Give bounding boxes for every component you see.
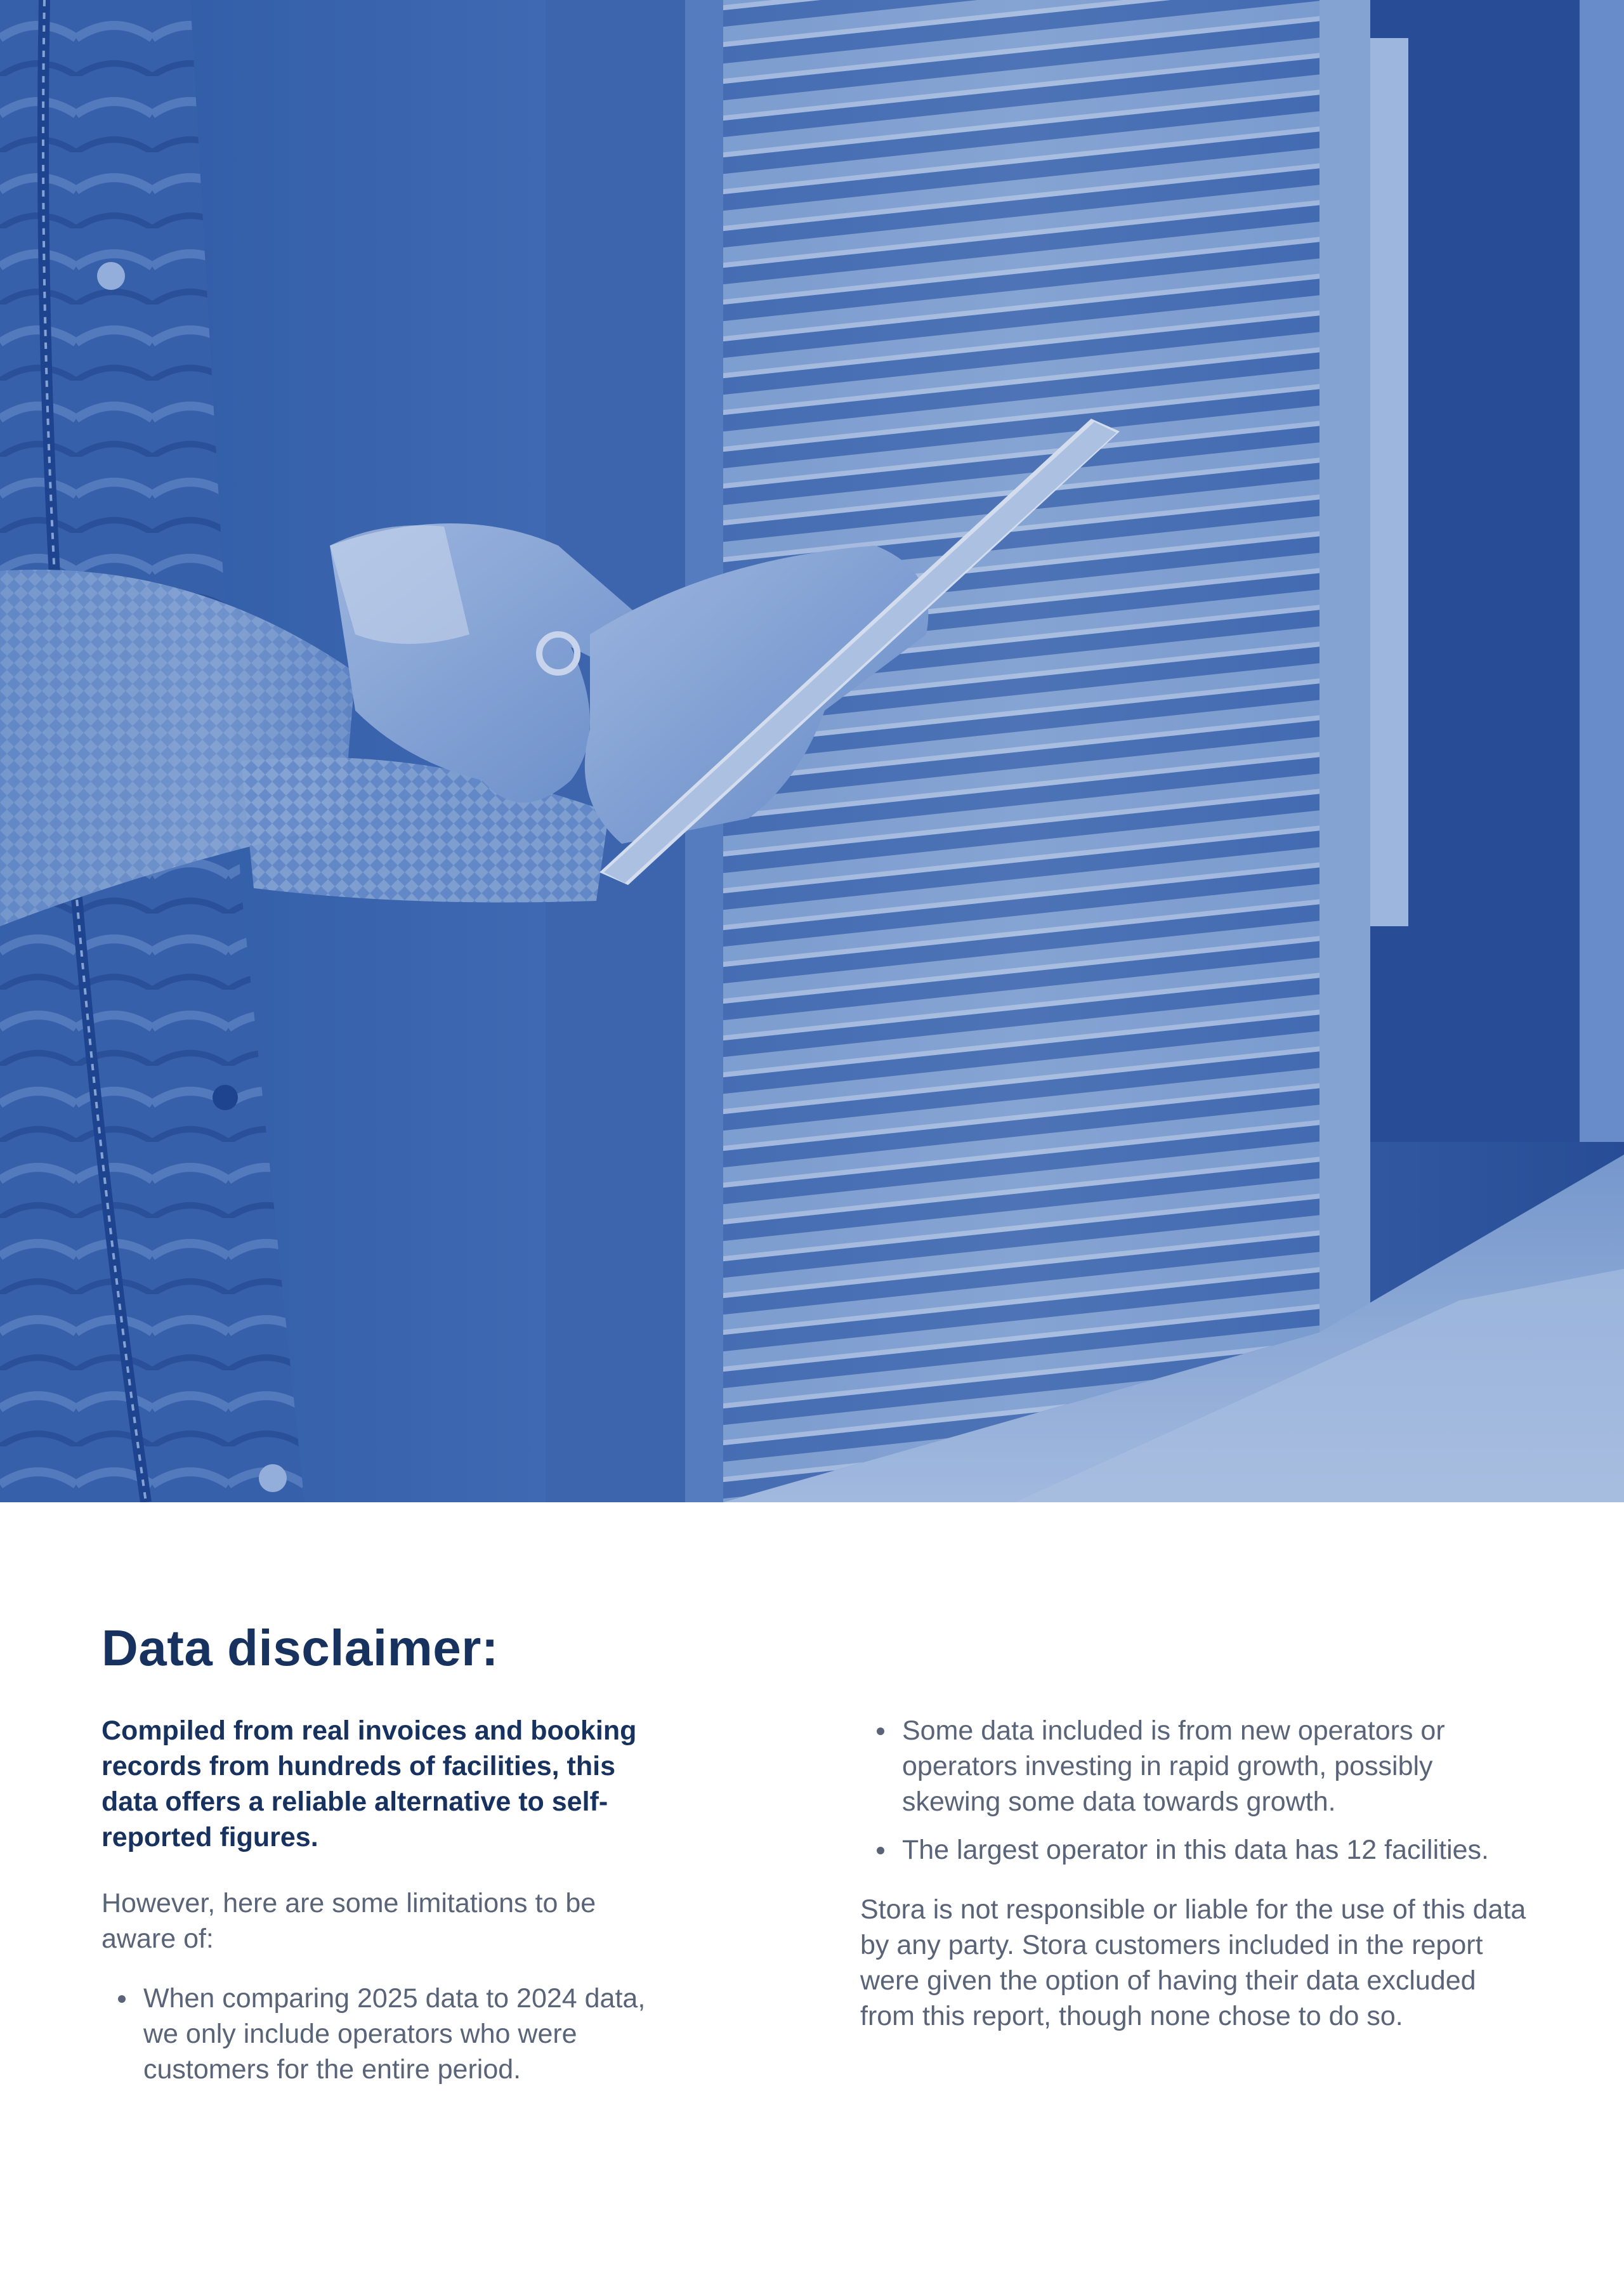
bullet-dot-icon bbox=[118, 1995, 126, 2003]
disclaimer-section bbox=[0, 1502, 1624, 2294]
disclaimer-title: Data disclaimer: bbox=[102, 1620, 499, 1676]
bullet-dot-icon bbox=[877, 1847, 884, 1854]
right-bullet-list bbox=[860, 1713, 1533, 1868]
left-bullet-list bbox=[102, 1981, 672, 2087]
disclaimer-left-column bbox=[102, 1713, 672, 2111]
list-item bbox=[860, 1713, 1533, 1819]
list-item-text: When comparing 2025 data to 2024 data, we only include operators who were customers for the entire period. bbox=[143, 1983, 646, 2085]
disclaimer-right-column bbox=[860, 1713, 1533, 2058]
list-item bbox=[860, 1832, 1533, 1868]
bullet-dot-icon bbox=[877, 1727, 884, 1735]
disclaimer-closing: Stora is not responsible or liable for the use of this data by any party. Stora customers included in the report were given the option of having their data excluded from this report, though none chose to do so. bbox=[860, 1894, 1526, 2031]
list-item bbox=[102, 1981, 672, 2087]
disclaimer-intro: However, here are some limitations to be aware of: bbox=[102, 1888, 596, 1954]
disclaimer-lead: Compiled from real invoices and booking records from hundreds of facilities, this data offers a reliable alternative to self-reported figures. bbox=[102, 1715, 637, 1852]
list-item-text: The largest operator in this data has 12 facilities. bbox=[902, 1835, 1490, 1865]
list-item-text: Some data included is from new operators or operators investing in rapid growth, possibly skewing some data towards growth. bbox=[902, 1715, 1445, 1817]
